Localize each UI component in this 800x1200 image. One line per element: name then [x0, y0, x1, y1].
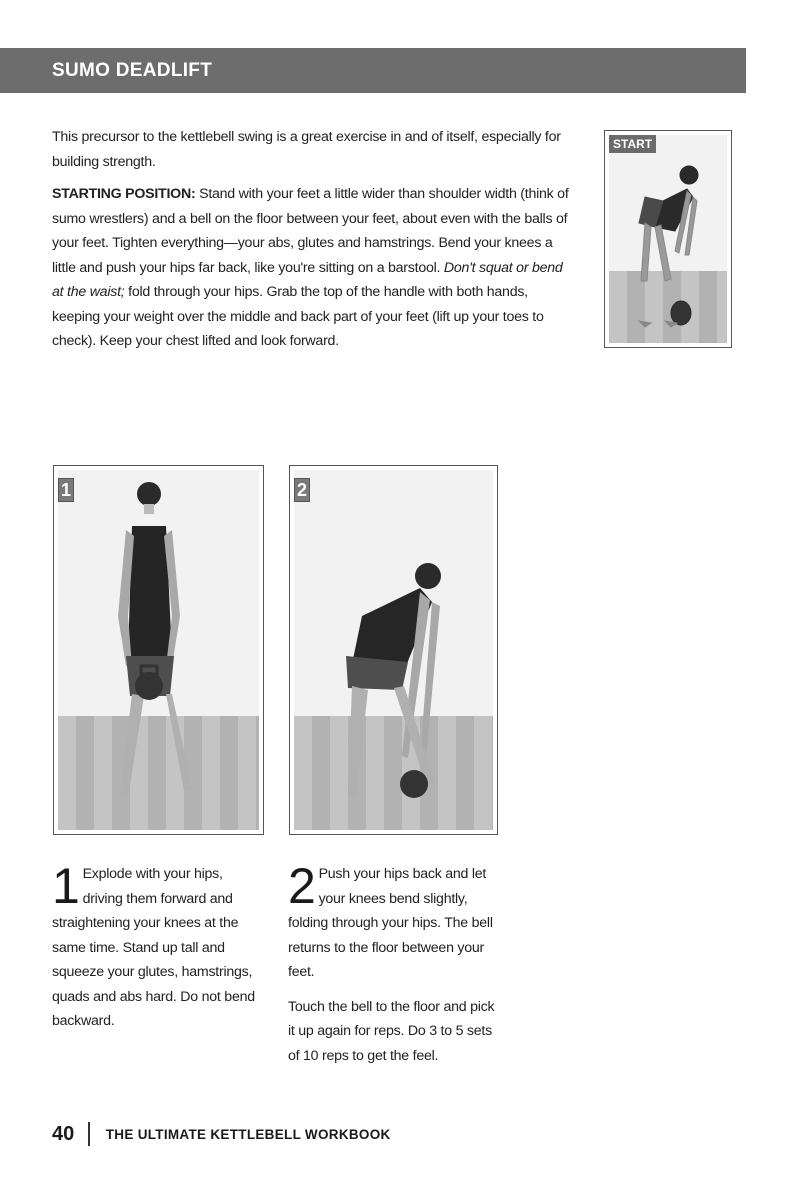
- step-1-tag: 1: [58, 478, 74, 502]
- step-1-text: [52, 858, 264, 1034]
- step-2-description: Push your hips back and let your knees bend slightly, folding through your hips. The bell returns to the floor between your feet.: [288, 866, 493, 980]
- step-1-photo: [53, 465, 264, 835]
- page-footer: [52, 1120, 391, 1148]
- start-pose-figure: [605, 131, 732, 348]
- starting-position-paragraph: [52, 182, 572, 354]
- intro-lead: This precursor to the kettlebell swing is a great exercise in and of itself, especially for building strength.: [52, 129, 561, 170]
- start-tag: START: [609, 135, 656, 153]
- step-2-tag: 2: [294, 478, 310, 502]
- start-photo: [604, 130, 732, 348]
- starting-position-text-1: Stand with your feet a little wider than shoulder width (think of sumo wrestlers) and a bell on the floor between your feet, about even with the balls of your feet. Tighten everything—your abs, glutes and hamstrings. Bend your knees a little and push your hips far back, like you're sitting on a barstool.: [52, 186, 569, 276]
- step-2-reps-note: Touch the bell to the floor and pick it up again for reps. Do 3 to 5 sets of 10 reps to get the feel.: [288, 998, 495, 1064]
- starting-position-text-2: fold through your hips. Grab the top of the handle with both hands, keeping your weight over the middle and back part of your feet (lift up your toes to check). Keep your chest lifted and look forward.: [52, 284, 544, 349]
- page-number: 40: [52, 1122, 75, 1145]
- step-1-description: Explode with your hips, driving them forward and straightening your knees at the same time. Stand up tall and squeeze your glutes, hamstrings, quads and abs hard. Do not bend backward.: [52, 866, 255, 1029]
- step-2-photo: [289, 465, 498, 835]
- section-banner: [0, 48, 746, 93]
- book-title: THE ULTIMATE KETTLEBELL WORKBOOK: [105, 1126, 391, 1142]
- step-2-number: 2: [288, 858, 316, 914]
- intro-text: [52, 125, 572, 354]
- starting-position-italic: Don't squat or bend at the waist;: [52, 259, 563, 300]
- starting-position-label: STARTING POSITION:: [52, 186, 196, 202]
- section-title: SUMO DEADLIFT: [52, 60, 213, 81]
- footer-divider: [88, 1122, 90, 1146]
- step-1-standing-figure: [54, 466, 264, 835]
- step-2-text: [288, 858, 500, 1068]
- step-2-hinge-figure: [290, 466, 498, 835]
- step-1-number: 1: [52, 858, 80, 914]
